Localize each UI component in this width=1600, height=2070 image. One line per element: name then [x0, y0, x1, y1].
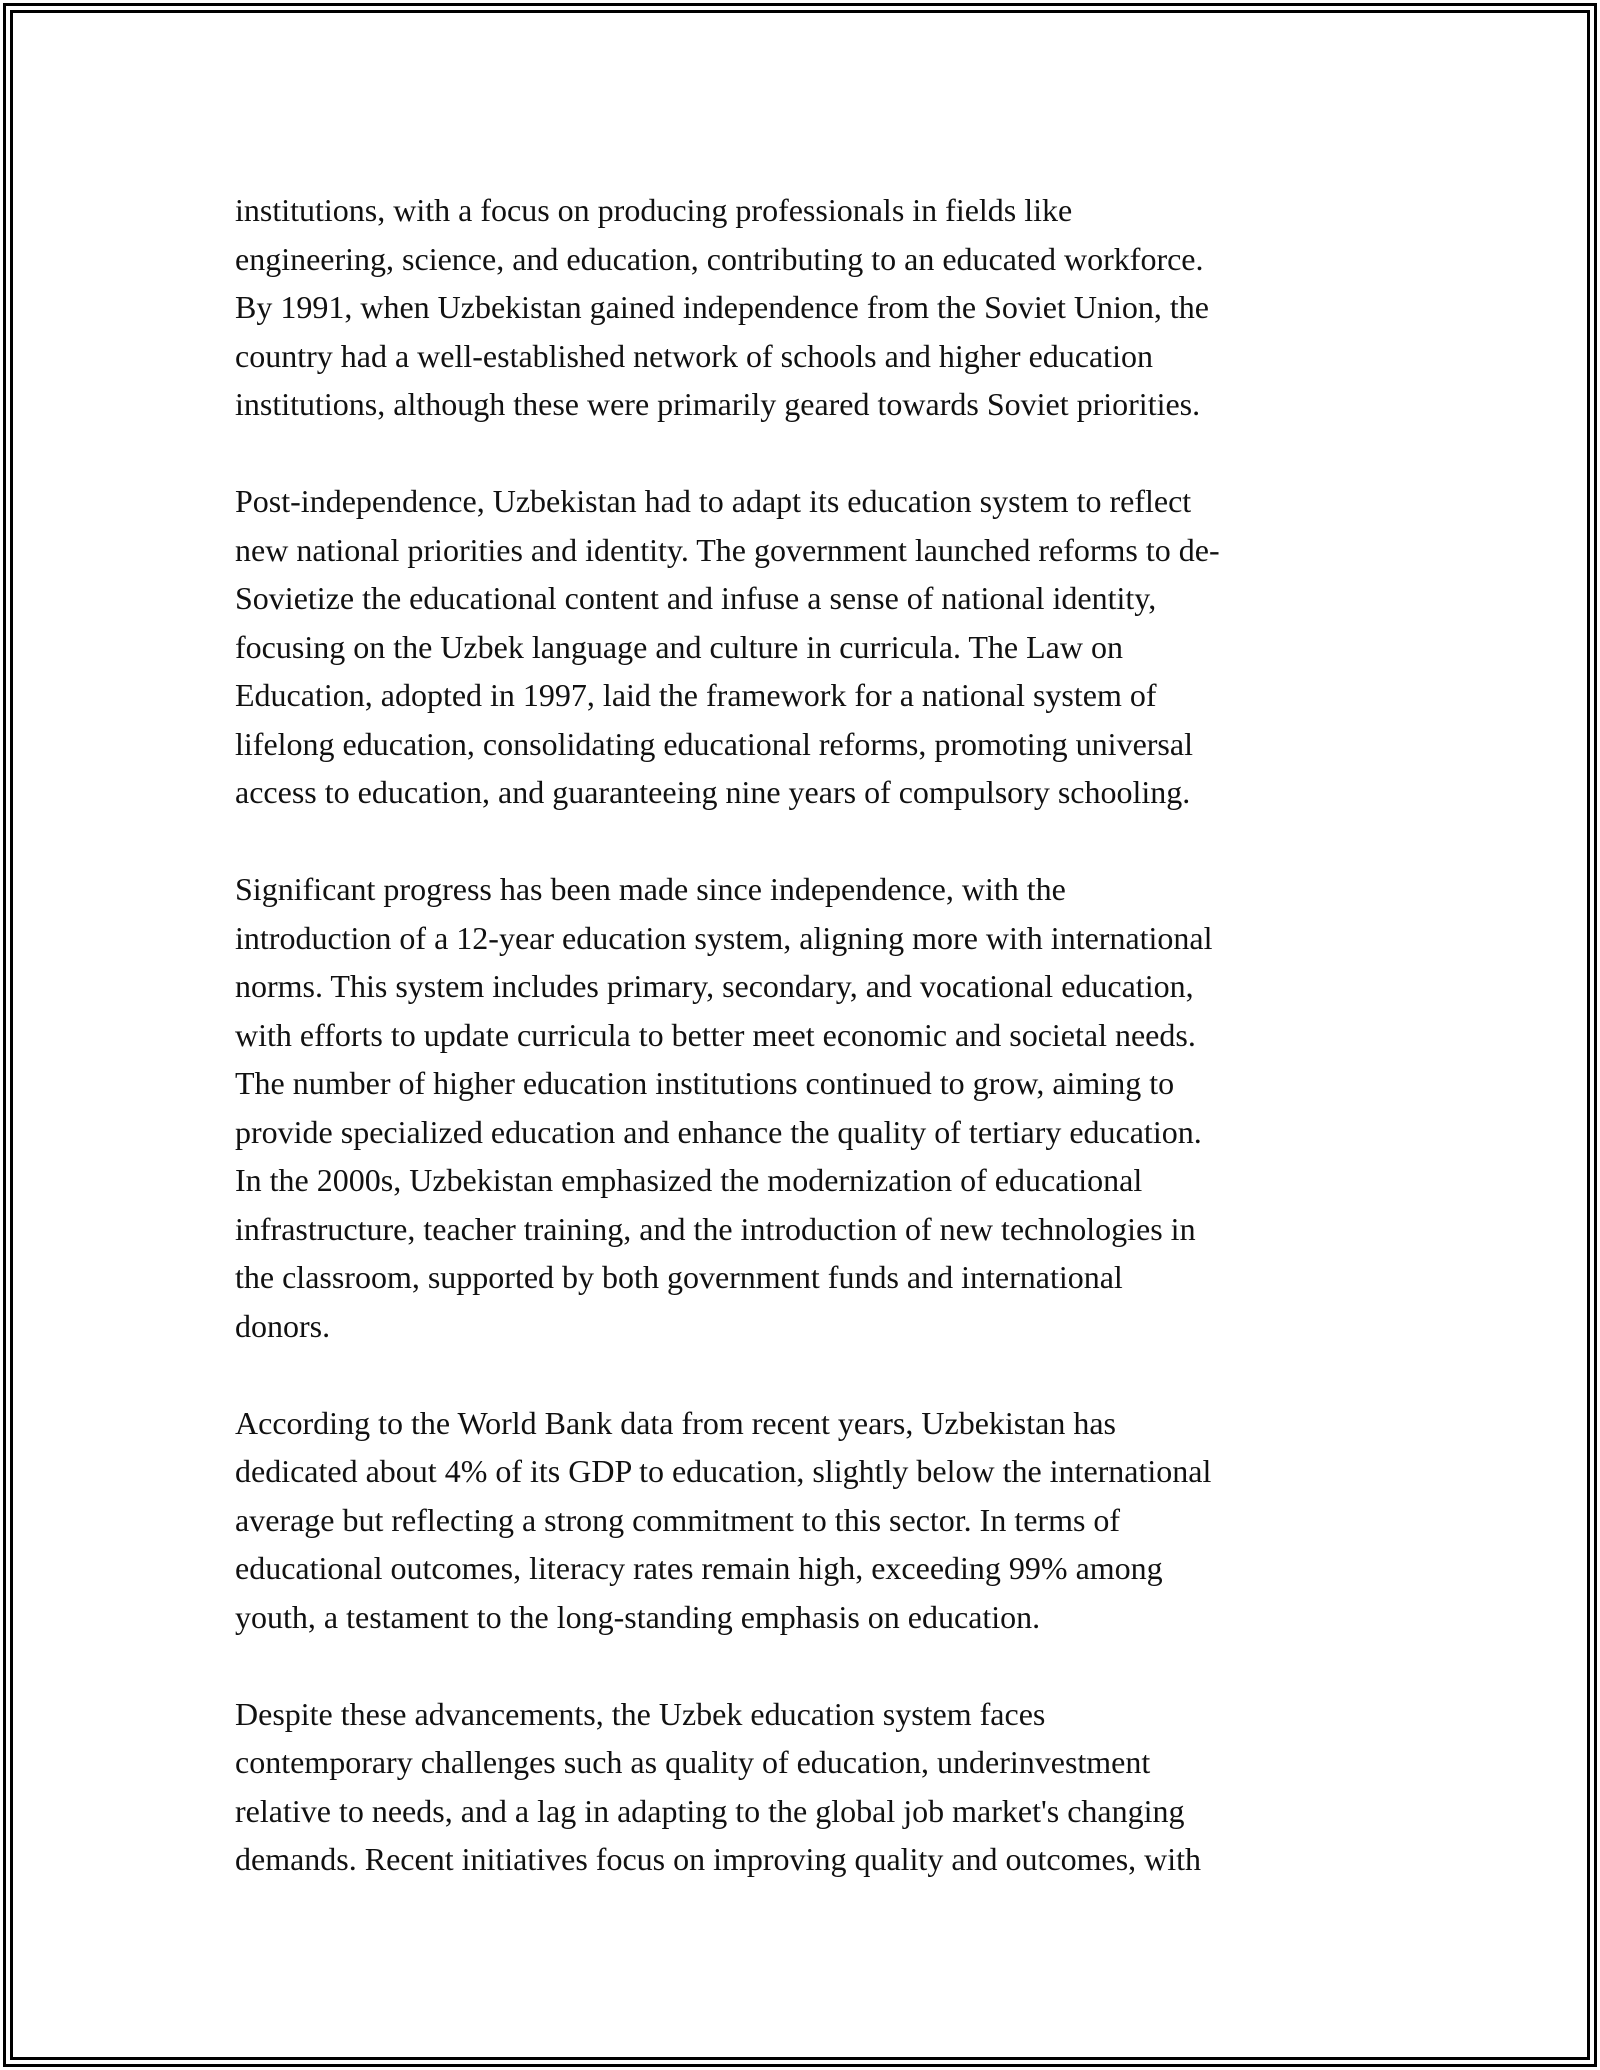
text-line: institutions, although these were primarily geared towards Soviet priorities. — [235, 386, 1201, 422]
text-line: provide specialized education and enhance the quality of tertiary education. — [235, 1113, 1202, 1150]
text-line: Post-independence, Uzbekistan had to adapt its education system to reflect — [235, 483, 1192, 519]
text-line: country had a well-established network of schools and higher education — [235, 337, 1153, 374]
text-line: Sovietize the educational content and infuse a sense of national identity, — [235, 580, 1157, 616]
text-line: Education, adopted in 1997, laid the framework for a national system of — [235, 677, 1157, 713]
text-line: Significant progress has been made since independence, with the — [235, 871, 1066, 907]
text-line: the classroom, supported by both government funds and international — [235, 1259, 1123, 1295]
text-line: new national priorities and identity. The government launched reforms to de- — [235, 531, 1220, 568]
text-line: The number of higher education institutions continued to grow, aiming to — [235, 1065, 1175, 1101]
document-body — [235, 186, 1375, 1932]
text-line: donors. — [235, 1307, 331, 1344]
paragraph-world-bank — [235, 1399, 1375, 1642]
text-line: lifelong education, consolidating educational reforms, promoting universal — [235, 725, 1193, 762]
text-line: norms. This system includes primary, secondary, and vocational education, — [235, 968, 1194, 1004]
paragraph-challenges — [235, 1690, 1375, 1884]
text-line: dedicated about 4% of its GDP to education, slightly below the international — [235, 1453, 1212, 1489]
text-line: contemporary challenges such as quality of education, underinvestment — [235, 1744, 1151, 1780]
text-line: By 1991, when Uzbekistan gained independence from the Soviet Union, the — [235, 289, 1209, 325]
text-line: relative to needs, and a lag in adapting to the global job market's changing — [235, 1792, 1185, 1829]
paragraph-post-independence — [235, 477, 1375, 817]
text-line: According to the World Bank data from recent years, Uzbekistan has — [235, 1404, 1116, 1441]
text-line: access to education, and guaranteeing nine years of compulsory schooling. — [235, 774, 1191, 810]
paragraph-progress — [235, 865, 1375, 1350]
text-line: infrastructure, teacher training, and the introduction of new technologies in — [235, 1210, 1196, 1247]
text-line: youth, a testament to the long-standing emphasis on education. — [235, 1598, 1041, 1635]
text-line: engineering, science, and education, contributing to an educated workforce. — [235, 240, 1204, 277]
text-line: average but reflecting a strong commitment to this sector. In terms of — [235, 1501, 1121, 1538]
text-line: institutions, with a focus on producing professionals in fields like — [235, 192, 1073, 228]
text-line: educational outcomes, literacy rates remain high, exceeding 99% among — [235, 1550, 1163, 1586]
text-line: Despite these advancements, the Uzbek education system faces — [235, 1695, 1046, 1732]
text-line: with efforts to update curricula to better meet economic and societal needs. — [235, 1016, 1196, 1053]
text-line: focusing on the Uzbek language and culture in curricula. The Law on — [235, 628, 1123, 665]
paragraph-soviet-era — [235, 186, 1375, 429]
text-line: demands. Recent initiatives focus on improving quality and outcomes, with — [235, 1841, 1202, 1877]
text-line: In the 2000s, Uzbekistan emphasized the modernization of educational — [235, 1162, 1143, 1198]
text-line: introduction of a 12-year education system, aligning more with international — [235, 919, 1213, 956]
